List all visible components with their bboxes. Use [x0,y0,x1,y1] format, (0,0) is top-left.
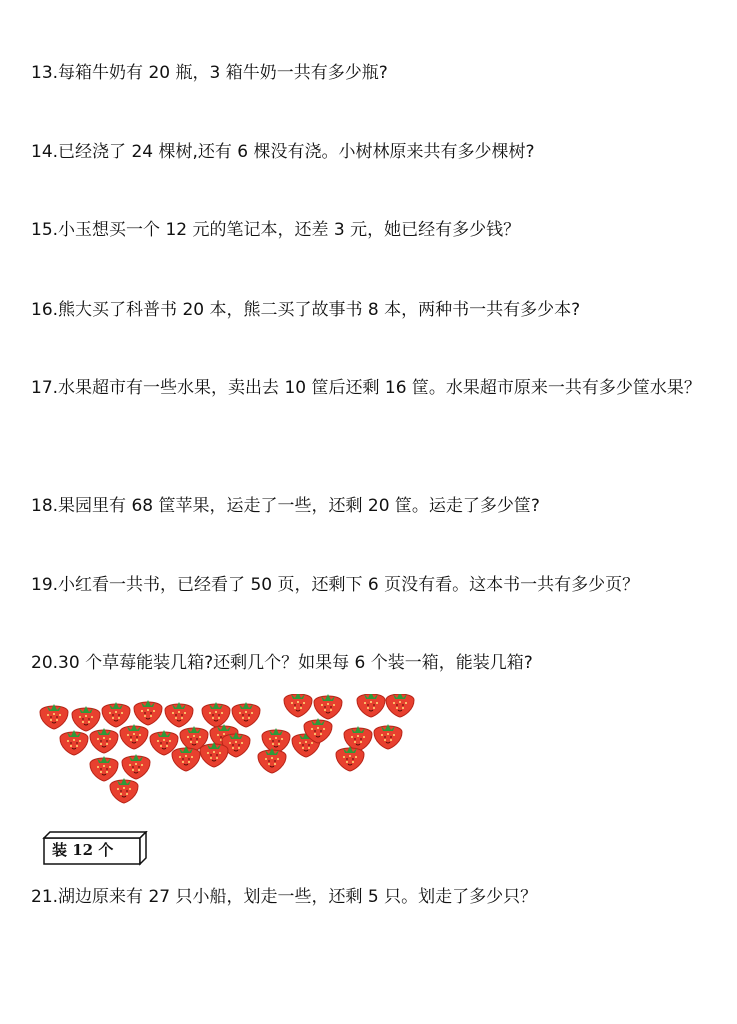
question-17: 17.水果超市有一些水果，卖出去 10 筐后还剩 16 筐。水果超市原来一共有多少筐水果？ [31,378,701,398]
question-18: 18.果园里有 68 筐苹果，运走了一些，还剩 20 筐。运走了多少筐? [31,496,540,516]
strawberry [258,748,286,773]
strawberry [102,702,130,727]
strawberry [165,702,193,727]
strawberry [314,694,342,719]
strawberry [200,742,228,767]
strawberry [60,730,88,755]
strawberry [172,746,200,771]
box-12-label [42,831,146,865]
strawberry [122,754,150,779]
question-16: 16.熊大买了科普书 20 本，熊二买了故事书 8 本，两种书一共有多少本? [31,300,581,320]
question-15: 15.小玉想买一个 12 元的笔记本，还差 3 元，她已经有多少钱？ [31,220,521,240]
question-21: 21.湖边原来有 27 只小船，划走一些，还剩 5 只。划走了多少只？ [31,887,538,907]
strawberry [134,700,162,725]
strawberry [262,728,290,753]
question-19: 19.小红看一共书，已经看了 50 页，还剩下 6 页没有看。这本书一共有多少页？ [31,575,640,595]
strawberry [120,724,148,749]
strawberry [90,728,118,753]
strawberry [110,778,138,803]
strawberry [344,726,372,751]
strawberry [284,694,312,717]
strawberry [202,702,230,727]
strawberries-illustration [36,694,426,812]
strawberry [357,694,385,717]
strawberry [374,724,402,749]
strawberry [232,702,260,727]
question-14: 14.已经浇了 24 棵树,还有 6 棵没有浇。小树林原来共有多少棵树? [31,142,535,162]
strawberry [72,706,100,731]
question-13: 13.每箱牛奶有 20 瓶，3 箱牛奶一共有多少瓶? [31,63,388,83]
strawberry [90,756,118,781]
strawberry [40,704,68,729]
strawberry [336,746,364,771]
strawberry [386,694,414,717]
box-label-text: 装 12 个 [52,841,114,859]
question-20: 20.30 个草莓能装几箱?还剩几个？如果每 6 个装一箱，能装几箱? [31,653,533,673]
